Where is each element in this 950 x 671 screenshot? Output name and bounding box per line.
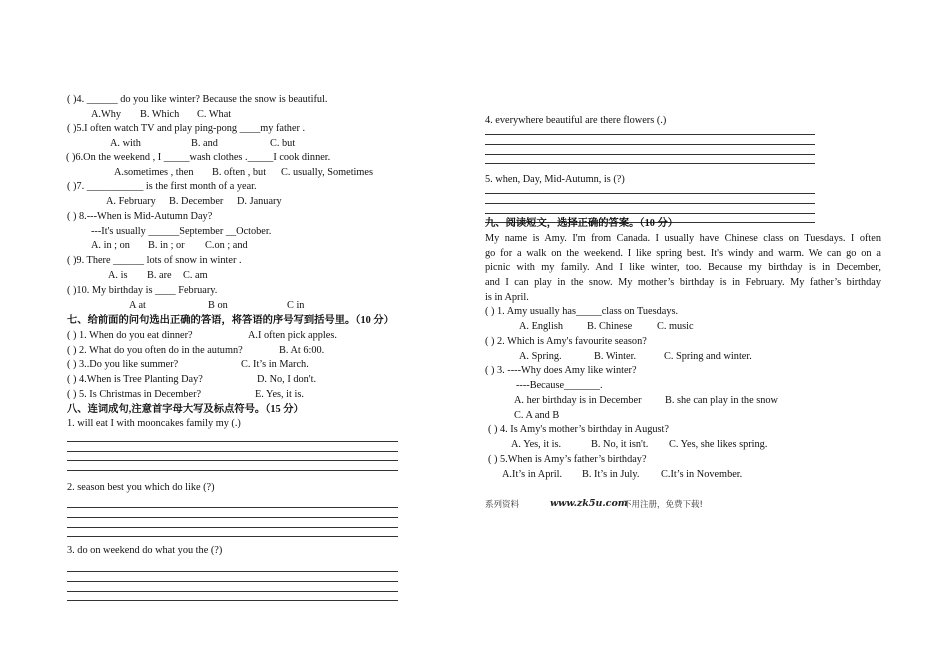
reading-q5-option-a: A.It’s in April. <box>502 469 563 480</box>
reading-q4-stem: ( ) 4. Is Amy's mother’s birthday in August? <box>488 424 669 435</box>
section8-item-5: 5. when, Day, Mid-Autumn, is (?) <box>485 174 625 185</box>
answer-line <box>67 536 398 537</box>
q8-stem: ( ) 8.---When is Mid-Autumn Day? <box>67 211 213 222</box>
q10-option-a: A at <box>129 300 146 311</box>
answer-line <box>67 571 398 572</box>
q8-option-a: A. in ; on <box>91 240 130 251</box>
q10-option-b: B on <box>208 300 228 311</box>
section8-item-4: 4. everywhere beautiful are there flowers (.) <box>485 115 667 126</box>
answer-line <box>67 581 398 582</box>
section7-question-4: ( ) 4.When is Tree Planting Day? <box>67 374 203 385</box>
reading-q1-stem: ( ) 1. Amy usually has_____class on Tuesdays. <box>485 306 679 317</box>
reading-q2-stem: ( ) 2. Which is Amy's favourite season? <box>485 336 647 347</box>
q10-stem: ( )10. My birthday is ____ February. <box>67 285 218 296</box>
reading-q5-option-b: B. It’s in July. <box>582 469 640 480</box>
q9-stem: ( )9. There ______ lots of snow in winter . <box>67 255 242 266</box>
q6-option-a: A.sometimes , then <box>114 167 194 178</box>
q7-stem: ( )7. ___________ is the first month of a year. <box>67 181 257 192</box>
q6-stem: ( )6.On the weekend , I _____wash clothes ._____I cook dinner. <box>66 152 331 163</box>
answer-line <box>67 441 398 442</box>
q8-option-c: C.on ; and <box>205 240 248 251</box>
answer-line <box>485 193 815 194</box>
q4-stem: ( )4. ______ do you like winter? Because the snow is beautiful. <box>67 94 328 105</box>
q6-option-c: C. usually, Sometimes <box>281 167 374 178</box>
section7-answer-c: C. It’s in March. <box>241 359 309 370</box>
answer-line <box>485 154 815 155</box>
q7-option-b: B. December <box>169 196 224 207</box>
reading-q4-option-c: C. Yes, she likes spring. <box>669 439 768 450</box>
section7-answer-d: D. No, I don't. <box>257 374 317 385</box>
answer-line <box>67 470 398 471</box>
section7-answer-b: B. At 6:00. <box>279 345 325 356</box>
q8-option-b: B. in ; or <box>148 240 185 251</box>
footer-label: 系列资料 <box>485 500 520 510</box>
passage-line: picnic with my family. And I like winter, too. Because my birthday is in December, <box>485 262 881 273</box>
reading-q1-option-a: A. English <box>519 321 564 332</box>
q8-stem-reply: ---It's usually ______September __October. <box>91 226 272 237</box>
footer-note: 不用注册，免费下载! <box>623 500 703 510</box>
reading-q3-stem: ( ) 3. ----Why does Amy like winter? <box>485 365 637 376</box>
section8-item-3: 3. do on weekend do what you the (?) <box>67 545 223 556</box>
footer-url: www.zk5u.com <box>550 498 628 509</box>
q5-option-b: B. and <box>191 138 218 149</box>
answer-line <box>67 527 398 528</box>
reading-q3-stem-reply: ----Because_______. <box>516 380 603 391</box>
answer-line <box>485 144 815 145</box>
q9-option-a: A. is <box>108 270 128 281</box>
q9-option-b: B. are <box>147 270 172 281</box>
section7-answer-e: E. Yes, it is. <box>255 389 304 400</box>
answer-line <box>67 507 398 508</box>
reading-q3-option-a: A. her birthday is in December <box>514 395 642 406</box>
section8-item-1: 1. will eat I with mooncakes family my (.) <box>67 418 241 429</box>
section7-answer-a: A.I often pick apples. <box>248 330 337 341</box>
section8-item-2: 2. season best you which do like (?) <box>67 482 215 493</box>
q5-option-c: C. but <box>270 138 296 149</box>
q4-option-c: C. What <box>197 109 232 120</box>
reading-q2-option-b: B. Winter. <box>594 351 637 362</box>
q9-option-c: C. am <box>183 270 208 281</box>
passage-line: is in April. <box>485 292 529 303</box>
answer-line <box>485 134 815 135</box>
section7-question-5: ( ) 5. Is Christmas in December? <box>67 389 202 400</box>
reading-q2-option-a: A. Spring. <box>519 351 562 362</box>
answer-line <box>67 517 398 518</box>
reading-q3-option-b: B. she can play in the snow <box>665 395 778 406</box>
reading-q1-option-b: B. Chinese <box>587 321 633 332</box>
answer-line <box>67 591 398 592</box>
section9-heading: 九、阅读短文，选择正确的答案。（10 分） <box>485 218 679 229</box>
reading-q2-option-c: C. Spring and winter. <box>664 351 752 362</box>
q4-option-a: A.Why <box>91 109 122 120</box>
q5-option-a: A. with <box>110 138 141 149</box>
passage-line: My name is Amy. I'm from Canada. I usually have Chinese class on Tuesdays. I often <box>485 233 881 244</box>
answer-line <box>485 163 815 164</box>
reading-q4-option-a: A. Yes, it is. <box>511 439 562 450</box>
q10-option-c: C in <box>287 300 305 311</box>
reading-q3-option-c: C. A and B <box>514 410 560 421</box>
q5-stem: ( )5.I often watch TV and play ping-pong ____my father . <box>67 123 306 134</box>
reading-q5-stem: ( ) 5.When is Amy’s father’s birthday? <box>488 454 647 465</box>
q4-option-b: B. Which <box>140 109 180 120</box>
reading-q5-option-c: C.It’s in November. <box>661 469 743 480</box>
q6-option-b: B. often , but <box>212 167 267 178</box>
section8-heading: 八、连词成句,注意首字母大写及标点符号。（15 分） <box>67 404 304 415</box>
section7-question-1: ( ) 1. When do you eat dinner? <box>67 330 193 341</box>
q7-option-a: A. February <box>106 196 156 207</box>
section7-heading: 七、给前面的问句选出正确的答语，将答语的序号写到括号里。（10 分） <box>67 315 394 326</box>
reading-q4-option-b: B. No, it isn't. <box>591 439 649 450</box>
answer-line <box>67 460 398 461</box>
passage-line: go for a walk on the weekend. I like spring best. It's windy and warm. We can go on a <box>485 248 881 259</box>
section7-question-2: ( ) 2. What do you often do in the autumn? <box>67 345 243 356</box>
q7-option-c: D. January <box>237 196 282 207</box>
answer-line <box>485 213 815 214</box>
passage-line: and I can play in the snow. My mother’s birthday is in February. My father’s birthday <box>485 277 881 288</box>
section7-question-3: ( ) 3..Do you like summer? <box>67 359 179 370</box>
answer-line <box>485 203 815 204</box>
answer-line <box>67 600 398 601</box>
answer-line <box>67 451 398 452</box>
reading-q1-option-c: C. music <box>657 321 694 332</box>
